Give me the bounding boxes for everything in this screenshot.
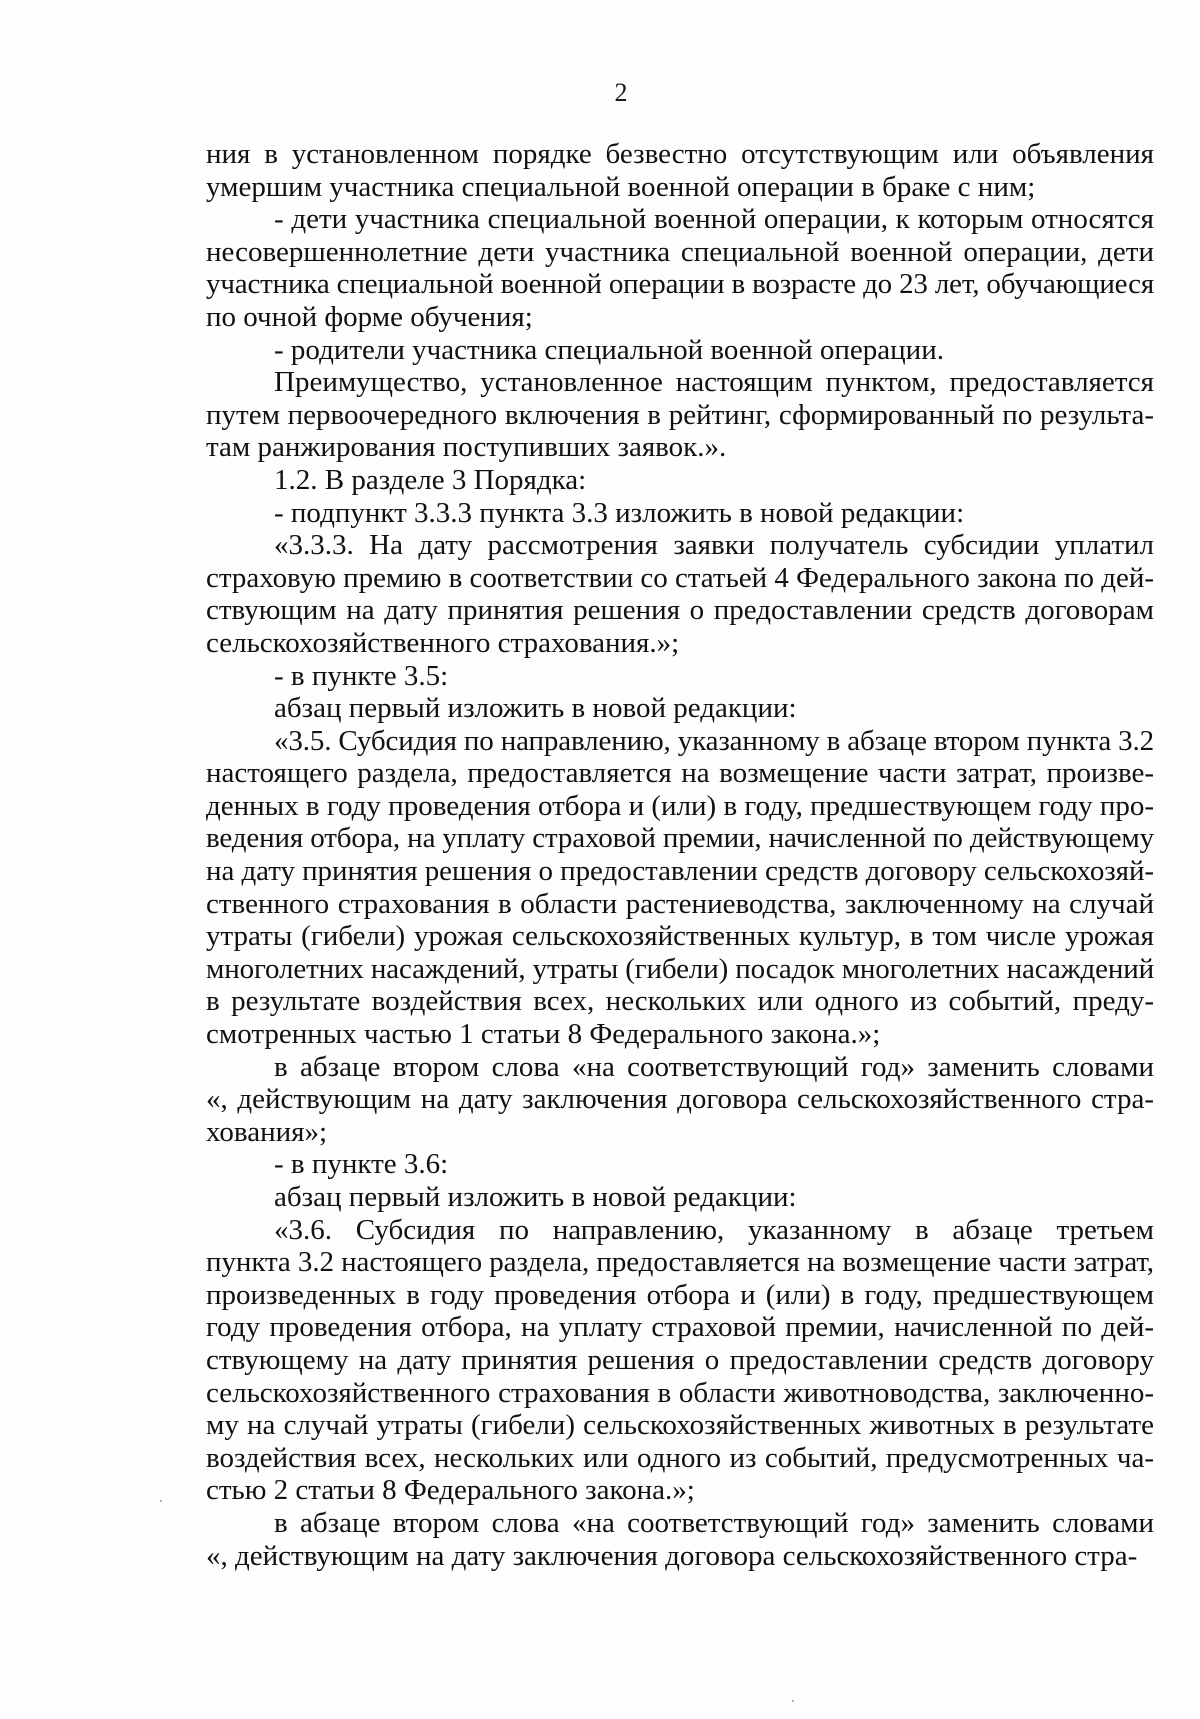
paragraph: [206, 138, 1154, 203]
text-line: в абзаце втором слова «на соответствующий год» заменить словами: [274, 1050, 1154, 1083]
text-line: ственного страхования в области растениеводства, заключенному на случай: [206, 887, 1154, 920]
paragraph: [206, 464, 1154, 497]
text-line: пункта 3.2 настоящего раздела, предоставляется на возмещение части затрат,: [206, 1246, 1154, 1279]
text-line: многолетних насаждений, утраты (гибели) посадок многолетних насаждений: [206, 952, 1155, 985]
text-line: абзац первый изложить в новой редакции:: [274, 692, 797, 725]
paragraph: [206, 1051, 1154, 1149]
text-line: страховую премию в соответствии со статьей 4 Федерального закона по дей-: [206, 561, 1154, 594]
text-line: ствующему на дату принятия решения о предоставлении средств договору: [206, 1343, 1154, 1376]
page-number: 2: [614, 78, 628, 107]
text-line: утраты (гибели) урожая сельскохозяйственных культур, в том числе урожая: [206, 920, 1154, 953]
text-line: - подпункт 3.3.3 пункта 3.3 изложить в новой редакции:: [274, 496, 965, 529]
text-line: ствующим на дату принятия решения о предоставлении средств договорам: [206, 594, 1154, 627]
scan-speck: [792, 1700, 794, 1702]
text-line: денных в году проведения отбора и (или) в году, предшествующем году про-: [206, 789, 1154, 822]
text-line: «3.6. Субсидия по направлению, указанному в абзаце третьем: [274, 1213, 1154, 1246]
text-line: воздействия всех, нескольких или одного из событий, предусмотренных ча-: [206, 1441, 1154, 1474]
paragraph: [206, 1181, 1154, 1214]
paragraph: [206, 692, 1154, 725]
paragraph: [206, 1214, 1154, 1507]
text-line: - в пункте 3.6:: [274, 1148, 449, 1181]
paragraph: [206, 366, 1154, 464]
text-line: произведенных в году проведения отбора и (или) в году, предшествующем: [206, 1278, 1154, 1311]
text-line: там ранжирования поступивших заявок.».: [206, 431, 727, 464]
paragraph: [206, 725, 1154, 1051]
text-line: ния в установленном порядке безвестно отсутствующим или объявления: [206, 138, 1154, 170]
text-line: по очной форме обучения;: [206, 300, 533, 333]
text-line: путем первоочередного включения в рейтинг, сформированный по результа-: [206, 398, 1154, 431]
text-line: несовершеннолетние дети участника специальной военной операции, дети: [206, 235, 1154, 268]
paragraph: [206, 660, 1154, 693]
text-line: в результате воздействия всех, нескольких или одного из событий, преду-: [206, 985, 1154, 1018]
paragraph: [206, 1148, 1154, 1181]
text-line: на дату принятия решения о предоставлении средств договору сельскохозяй-: [206, 855, 1154, 888]
text-line: «, действующим на дату заключения договора сельскохозяйственного стра-: [206, 1539, 1138, 1572]
text-line: Преимущество, установленное настоящим пунктом, предоставляется: [274, 366, 1154, 399]
text-line: «3.5. Субсидия по направлению, указанному в абзаце втором пункта 3.2: [274, 724, 1155, 757]
text-line: сельскохозяйственного страхования в области животноводства, заключенно-: [206, 1376, 1154, 1409]
text-line: «, действующим на дату заключения договора сельскохозяйственного стра-: [206, 1083, 1154, 1116]
text-line: - в пункте 3.5:: [274, 659, 449, 692]
text-line: участника специальной военной операции в возрасте до 23 лет, обучающиеся: [206, 268, 1154, 301]
text-line: ведения отбора, на уплату страховой премии, начисленной по действующему: [206, 822, 1154, 855]
text-line: смотренных частью 1 статьи 8 Федерального закона.»;: [206, 1018, 881, 1051]
text-line: - дети участника специальной военной операции, к которым относятся: [274, 203, 1154, 236]
scan-speck: [160, 1500, 162, 1502]
paragraph: [206, 203, 1154, 333]
paragraph: [206, 497, 1154, 530]
text-line: «3.3.3. На дату рассмотрения заявки получатель субсидии уплатил: [274, 529, 1154, 562]
document-body: [206, 138, 1154, 1572]
text-line: - родители участника специальной военной операции.: [274, 333, 944, 366]
text-line: му на случай утраты (гибели) сельскохозяйственных животных в результате: [206, 1409, 1154, 1442]
paragraph: [206, 1507, 1154, 1572]
paragraph: [206, 529, 1154, 659]
text-line: в абзаце втором слова «на соответствующий год» заменить словами: [274, 1506, 1154, 1539]
text-line: 1.2. В разделе 3 Порядка:: [274, 463, 587, 496]
text-line: сельскохозяйственного страхования.»;: [206, 626, 680, 659]
text-line: настоящего раздела, предоставляется на возмещение части затрат, произве-: [206, 757, 1154, 790]
paragraph: [206, 334, 1154, 367]
text-line: году проведения отбора, на уплату страховой премии, начисленной по дей-: [206, 1311, 1154, 1344]
text-line: хования»;: [206, 1115, 328, 1148]
text-line: умершим участника специальной военной операции в браке с ним;: [206, 170, 1036, 203]
text-line: стью 2 статьи 8 Федерального закона.»;: [206, 1474, 695, 1507]
text-line: абзац первый изложить в новой редакции:: [274, 1181, 797, 1213]
